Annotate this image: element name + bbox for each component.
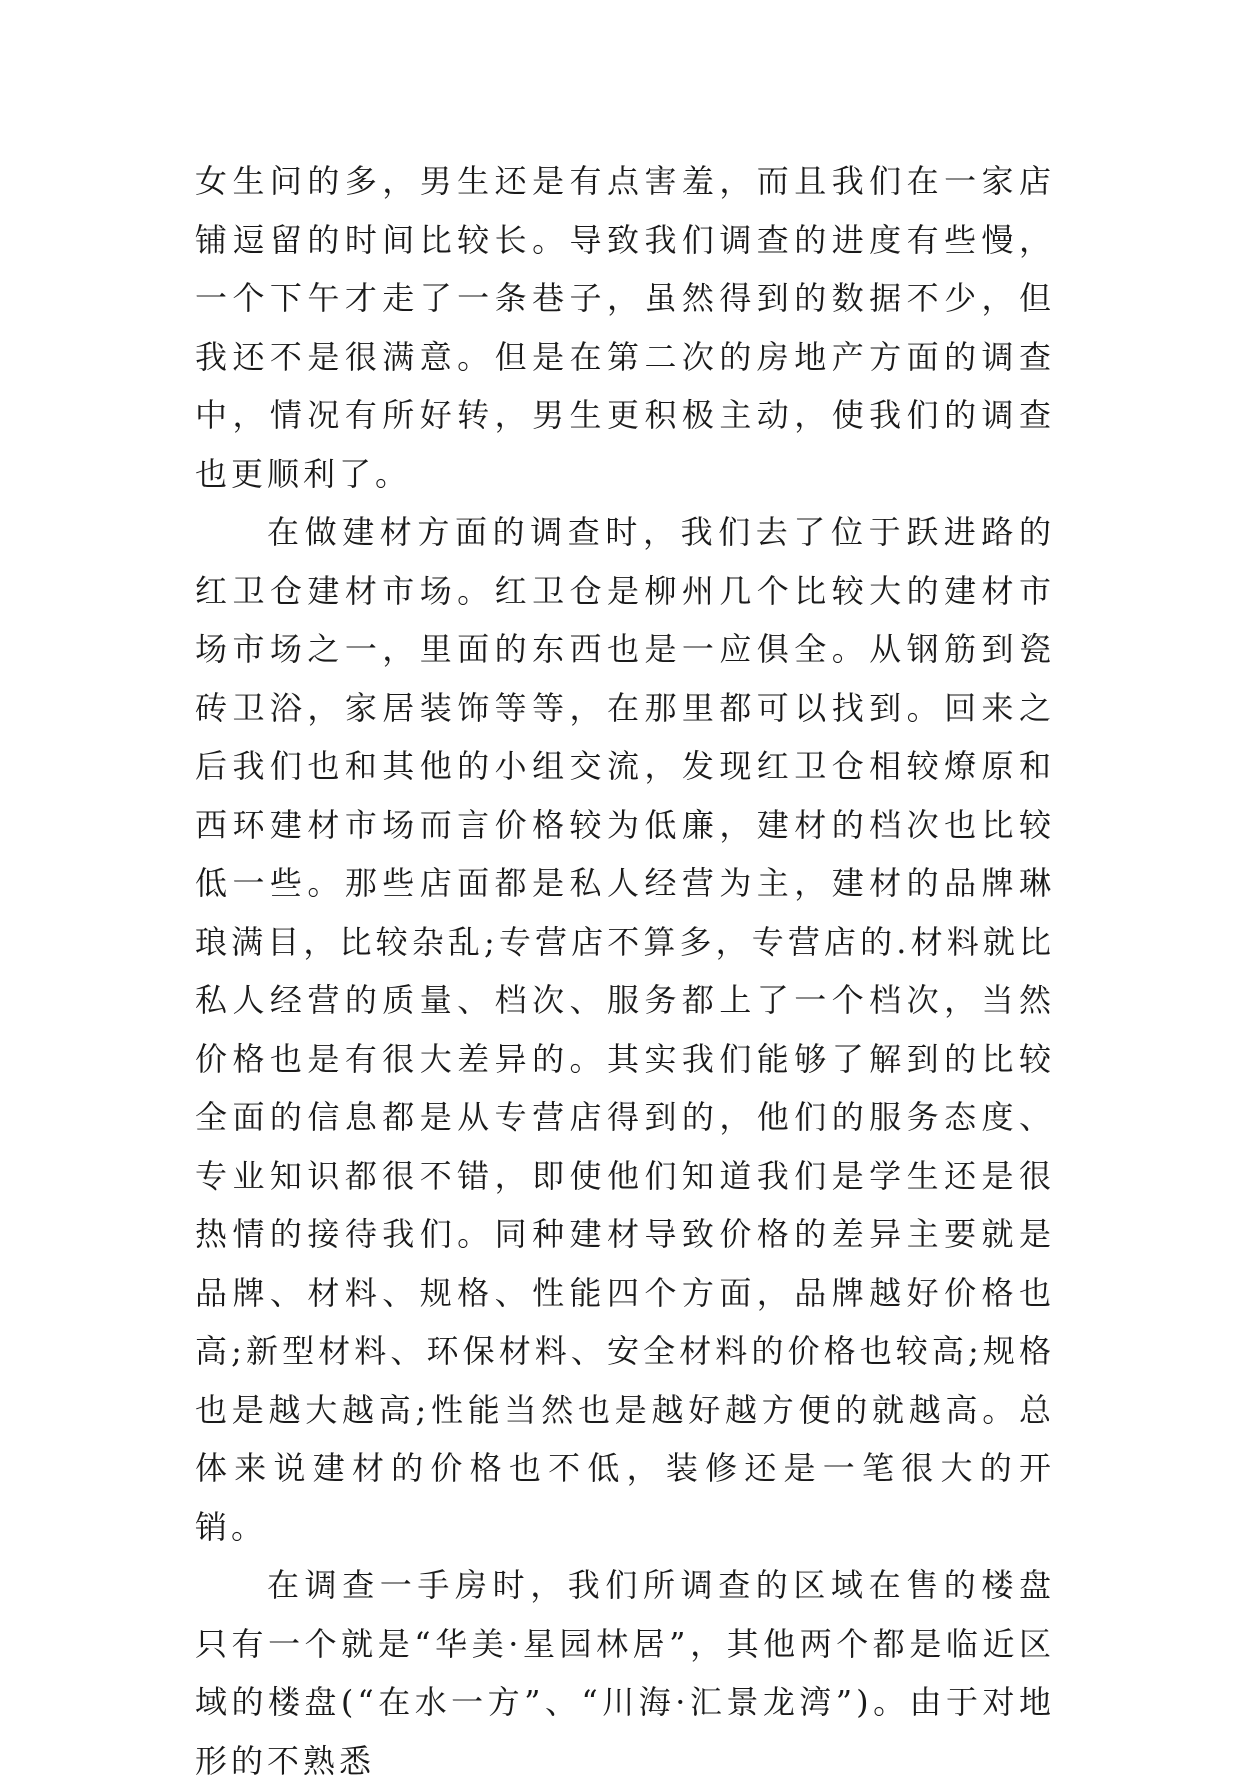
document-body (195, 152, 1055, 1790)
paragraph-new-homes: 在调查一手房时，我们所调查的区域在售的楼盘只有一个就是“华美·星园林居”，其他两个都是临近区域的楼盘(“在水一方”、“川海·汇景龙湾”)。由于对地形的不熟悉 (195, 1566, 1055, 1780)
paragraph-continuation: 女生问的多，男生还是有点害羞，而且我们在一家店铺逗留的时间比较长。导致我们调查的进度有些慢，一个下午才走了一条巷子，虽然得到的数据不少，但我还不是很满意。但是在第二次的房地产方面的调查中，情况有所好转，男生更积极主动，使我们的调查也更顺利了。 (195, 162, 1055, 493)
paragraph-building-materials: 在做建材方面的调查时，我们去了位于跃进路的红卫仓建材市场。红卫仓是柳州几个比较大的建材市场市场之一，里面的东西也是一应俱全。从钢筋到瓷砖卫浴，家居装饰等等，在那里都可以找到。回来之后我们也和其他的小组交流，发现红卫仓相较燎原和西环建材市场而言价格较为低廉，建材的档次也比较低一些。那些店面都是私人经营为主，建材的品牌琳琅满目，比较杂乱;专营店不算多，专营店的.材料就比私人经营的质量、档次、服务都上了一个档次，当然价格也是有很大差异的。其实我们能够了解到的比较全面的信息都是从专营店得到的，他们的服务态度、专业知识都很不错，即使他们知道我们是学生还是很热情的接待我们。同种建材导致价格的差异主要就是品牌、材料、规格、性能四个方面，品牌越好价格也高;新型材料、环保材料、安全材料的价格也较高;规格也是越大越高;性能当然也是越好越方便的就越高。总体来说建材的价格也不低，装修还是一笔很大的开销。 (195, 513, 1055, 1546)
